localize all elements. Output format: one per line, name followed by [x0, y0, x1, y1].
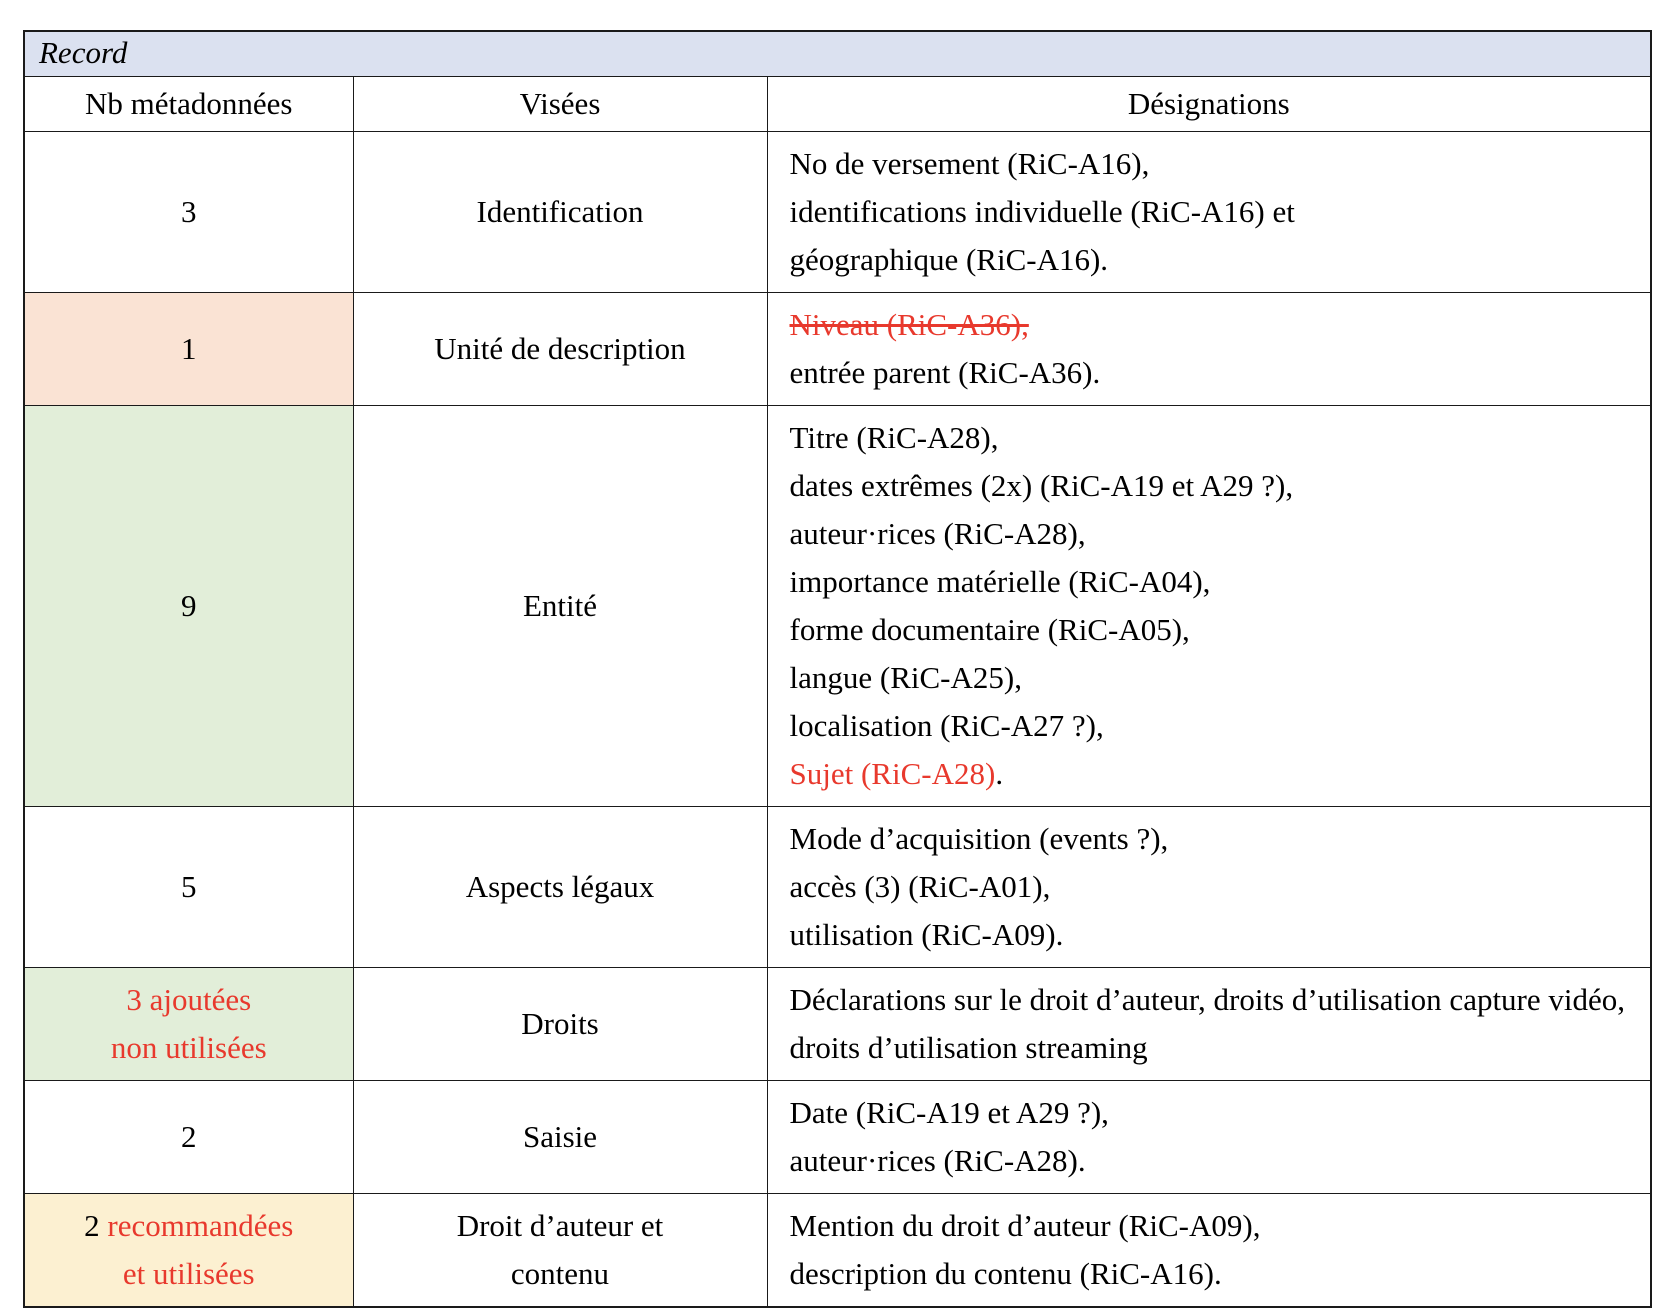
designations-cell [767, 1081, 1651, 1194]
text-line [790, 1089, 1631, 1137]
text-line [364, 1202, 757, 1250]
nb-cell [24, 132, 353, 293]
text-segment: Aspects légaux [465, 869, 655, 904]
nb-cell [24, 293, 353, 406]
text-segment: . [995, 756, 1004, 791]
text-line [364, 1000, 757, 1048]
column-header-row [24, 77, 1651, 132]
text-segment: forme documentaire (RiC-A05), [789, 612, 1190, 647]
text-segment: No de versement (RiC-A16), [789, 146, 1150, 181]
text-line [790, 1250, 1631, 1298]
nb-cell [24, 1081, 353, 1194]
text-line [35, 976, 343, 1024]
table-title: Record [24, 31, 1651, 77]
text-line [364, 1113, 757, 1161]
text-segment: et utilisées [122, 1256, 255, 1291]
text-line [790, 750, 1631, 798]
text-segment: description du contenu (RiC-A16). [789, 1256, 1222, 1291]
text-segment: importance matérielle (RiC-A04), [789, 564, 1211, 599]
text-segment: localisation (RiC-A27 ?), [789, 708, 1104, 743]
visees-cell [353, 406, 767, 807]
text-segment: Droit d’auteur et [456, 1208, 664, 1243]
text-line [35, 1250, 343, 1298]
text-line [790, 140, 1631, 188]
text-segment: utilisation (RiC-A09). [789, 917, 1064, 952]
text-segment: Mention du droit d’auteur (RiC-A09), [789, 1208, 1261, 1243]
text-line [790, 606, 1631, 654]
visees-cell [353, 132, 767, 293]
nb-cell [24, 406, 353, 807]
text-line [35, 188, 343, 236]
text-line [790, 911, 1631, 959]
text-line [790, 301, 1631, 349]
text-segment: 2 [181, 1119, 197, 1154]
text-segment: 5 [181, 869, 197, 904]
nb-cell [24, 807, 353, 968]
text-segment: auteur·rices (RiC-A28). [789, 1143, 1086, 1178]
designations-cell [767, 293, 1651, 406]
text-segment: auteur·rices (RiC-A28), [789, 516, 1086, 551]
table-row [24, 1194, 1651, 1308]
text-segment: 2 [84, 1208, 108, 1243]
text-segment: Sujet (RiC-A28) [789, 756, 996, 791]
text-line [364, 1250, 757, 1298]
table-row [24, 132, 1651, 293]
text-segment: identifications individuelle (RiC-A16) et [789, 194, 1295, 229]
text-line [790, 414, 1631, 462]
designations-cell [767, 1194, 1651, 1308]
text-segment: non utilisées [110, 1030, 267, 1065]
text-line [35, 1024, 343, 1072]
designations-cell [767, 807, 1651, 968]
table-body [24, 132, 1651, 1308]
text-line [790, 236, 1631, 284]
text-line [790, 815, 1631, 863]
designations-cell [767, 406, 1651, 807]
text-line [790, 510, 1631, 558]
text-segment: Unité de description [434, 331, 686, 366]
visees-cell [353, 1194, 767, 1308]
text-line [364, 863, 757, 911]
text-line [35, 325, 343, 373]
text-line [364, 188, 757, 236]
visees-cell [353, 968, 767, 1081]
text-segment: Date (RiC-A19 et A29 ?), [789, 1095, 1109, 1130]
text-segment: Entité [522, 588, 598, 623]
text-line [790, 654, 1631, 702]
text-line [35, 582, 343, 630]
text-segment: Identification [476, 194, 644, 229]
text-segment: Déclarations sur le droit d’auteur, droits d’utilisation capture vidéo, droits d’utilisation streaming [789, 982, 1626, 1065]
column-header-nb-metadonnees: Nb métadonnées [24, 77, 353, 132]
text-segment: Droits [521, 1006, 599, 1041]
text-line [790, 1202, 1631, 1250]
text-line [790, 1137, 1631, 1185]
text-segment: géographique (RiC-A16). [789, 242, 1109, 277]
visees-cell [353, 807, 767, 968]
record-table [23, 30, 1652, 1308]
designations-cell [767, 968, 1651, 1081]
text-line [790, 863, 1631, 911]
table-row [24, 406, 1651, 807]
text-segment: dates extrêmes (2x) (RiC-A19 et A29 ?), [789, 468, 1294, 503]
table-title-row [24, 31, 1651, 77]
nb-cell [24, 968, 353, 1081]
text-line [790, 558, 1631, 606]
text-segment: accès (3) (RiC-A01), [789, 869, 1051, 904]
text-segment: contenu [510, 1256, 610, 1291]
text-line [35, 863, 343, 911]
text-segment: Titre (RiC-A28), [789, 420, 999, 455]
table-row [24, 293, 1651, 406]
text-line [790, 702, 1631, 750]
text-segment: 3 [181, 194, 197, 229]
column-header-designations: Désignations [767, 77, 1651, 132]
table-row [24, 968, 1651, 1081]
table-row [24, 807, 1651, 968]
text-line [790, 462, 1631, 510]
text-line [790, 349, 1631, 397]
visees-cell [353, 1081, 767, 1194]
text-segment: 9 [181, 588, 197, 623]
text-line [790, 188, 1631, 236]
text-segment: Mode d’acquisition (events ?), [789, 821, 1169, 856]
designations-cell [767, 132, 1651, 293]
text-line [364, 325, 757, 373]
text-line [790, 976, 1631, 1072]
visees-cell [353, 293, 767, 406]
text-segment: recommandées [107, 1208, 294, 1243]
text-segment: langue (RiC-A25), [789, 660, 1022, 695]
text-segment: Saisie [522, 1119, 598, 1154]
text-line [364, 582, 757, 630]
nb-cell [24, 1194, 353, 1308]
table-row [24, 1081, 1651, 1194]
text-segment: 3 ajoutées [126, 982, 252, 1017]
text-segment: 1 [181, 331, 197, 366]
text-line [35, 1202, 343, 1250]
text-segment: Niveau (RiC-A36), [789, 307, 1029, 342]
text-line [35, 1113, 343, 1161]
text-segment: entrée parent (RiC-A36). [789, 355, 1101, 390]
column-header-visees: Visées [353, 77, 767, 132]
